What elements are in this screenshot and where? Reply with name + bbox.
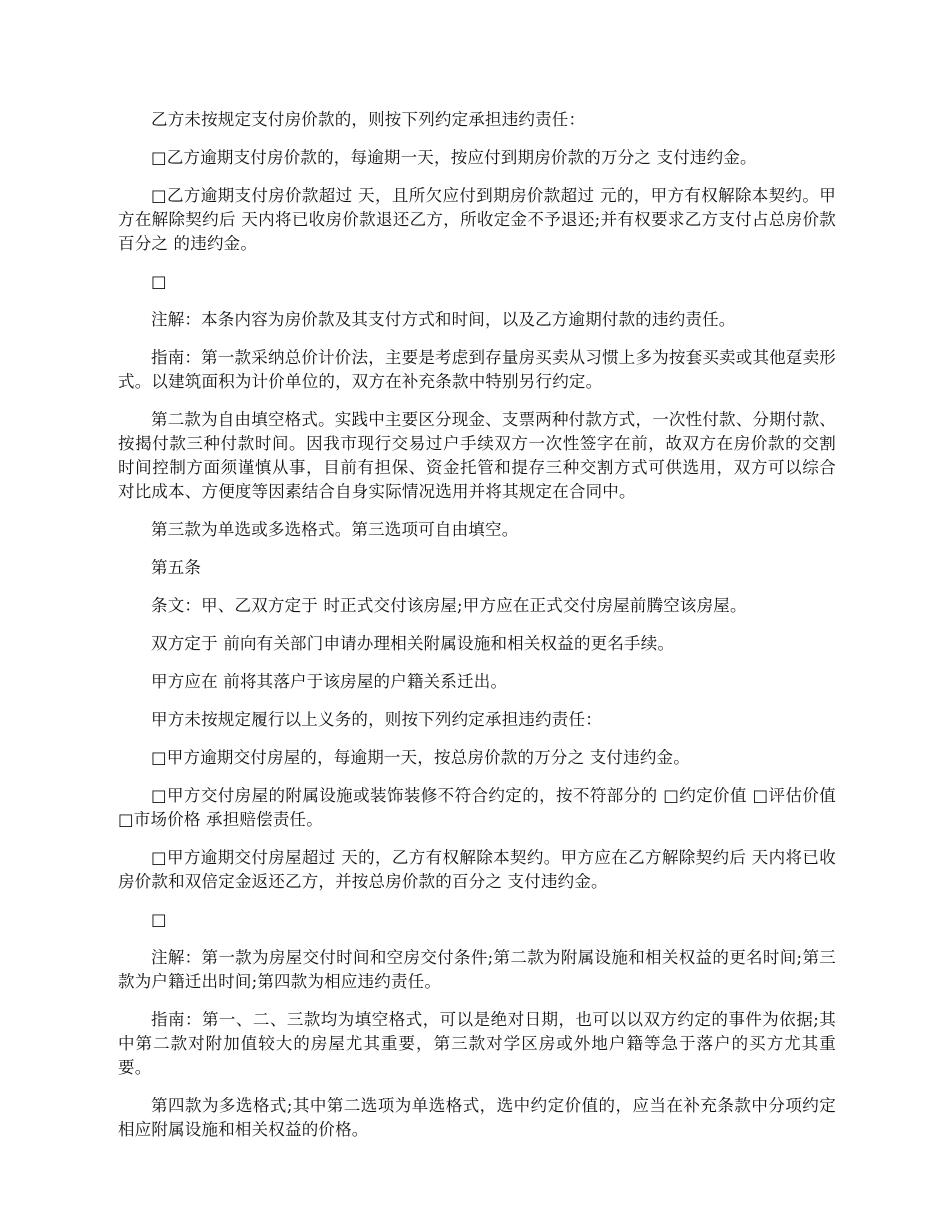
paragraph-annotation-2: 注解：第一款为房屋交付时间和空房交付条件;第二款为附属设施和相关权益的更名时间;第三款为户籍迁出时间;第四款为相应违约责任。 <box>118 948 836 991</box>
paragraph-annotation: 注解：本条内容为房价款及其支付方式和时间，以及乙方逾期付款的违约责任。 <box>151 310 736 329</box>
paragraph-option-delivery-termination: □甲方逾期交付房屋超过 天的，乙方有权解除本契约。甲方应在乙方解除契约后 天内将已收房价款和双倍定金返还乙方，并按总房价款的百分之 支付违约金。 <box>118 848 836 891</box>
paragraph-clause-four: 第四款为多选格式;其中第二选项为单选格式，选中约定价值的，应当在补充条款中分项约定相应附属设施和相关权益的价格。 <box>118 1096 836 1139</box>
article-five-heading: 第五条 <box>151 558 202 577</box>
paragraph-guide-2: 指南：第一、二、三款均为填空格式，可以是绝对日期，也可以以双方约定的事件为依据;其中第二款对附加值较大的房屋尤其重要，第三款对学区房或外地户籍等急于落户的买方尤其重要。 <box>118 1010 836 1077</box>
paragraph-option-late-payment: □乙方逾期支付房价款的，每逾期一天，按应付到期房价款的万分之 支付违约金。 <box>151 148 757 167</box>
paragraph-empty-option: □ <box>151 272 167 291</box>
paragraph-clause-three: 第三款为单选或多选格式。第三选项可自由填空。 <box>151 520 519 539</box>
paragraph-option-termination: □乙方逾期支付房价款超过 天，且所欠应付到期房价款超过 元的，甲方有权解除本契约。甲方在解除契约后 天内将已收房价款退还乙方，所收定金不予退还;并有权要求乙方支付占总房价款百分之 的违约金。 <box>118 186 836 253</box>
paragraph-breach-intro: 乙方未按规定支付房价款的，则按下列约定承担违约责任： <box>151 110 586 129</box>
paragraph-guide: 指南：第一款采纳总价计价法，主要是考虑到存量房买卖从习惯上多为按套买卖或其他趸卖形式。以建筑面积为计价单位的，双方在补充条款中特别另行约定。 <box>118 348 836 391</box>
paragraph-option-late-delivery: □甲方逾期交付房屋的，每逾期一天，按总房价款的万分之 支付违约金。 <box>151 748 690 767</box>
paragraph-clause-two: 第二款为自由填空格式。实践中主要区分现金、支票两种付款方式，一次性付款、分期付款、按揭付款三种付款时间。因我市现行交易过户手续双方一次性签字在前，故双方在房价款的交割时间控制方面须谨慎从事，目前有担保、资金托管和提存三种交割方式可供选用，双方可以综合对比成本、方便度等因素结合自身实际情况选用并将其规定在合同中。 <box>118 410 836 501</box>
paragraph-option-facilities: □甲方交付房屋的附属设施或装饰装修不符合约定的，按不符部分的 □约定价值 □评估价值 □市场价格 承担赔偿责任。 <box>118 786 836 829</box>
paragraph-seller-breach-intro: 甲方未按规定履行以上义务的，则按下列约定承担违约责任： <box>151 710 602 729</box>
document-body <box>118 108 836 1156</box>
paragraph-article-text: 条文：甲、乙双方定于 时正式交付该房屋;甲方应在正式交付房屋前腾空该房屋。 <box>151 596 747 615</box>
paragraph-empty-option-2: □ <box>151 910 167 929</box>
paragraph-rename-procedure: 双方定于 前向有关部门申请办理相关附属设施和相关权益的更名手续。 <box>151 634 675 653</box>
paragraph-household-transfer: 甲方应在 前将其落户于该房屋的户籍关系迁出。 <box>151 672 508 691</box>
